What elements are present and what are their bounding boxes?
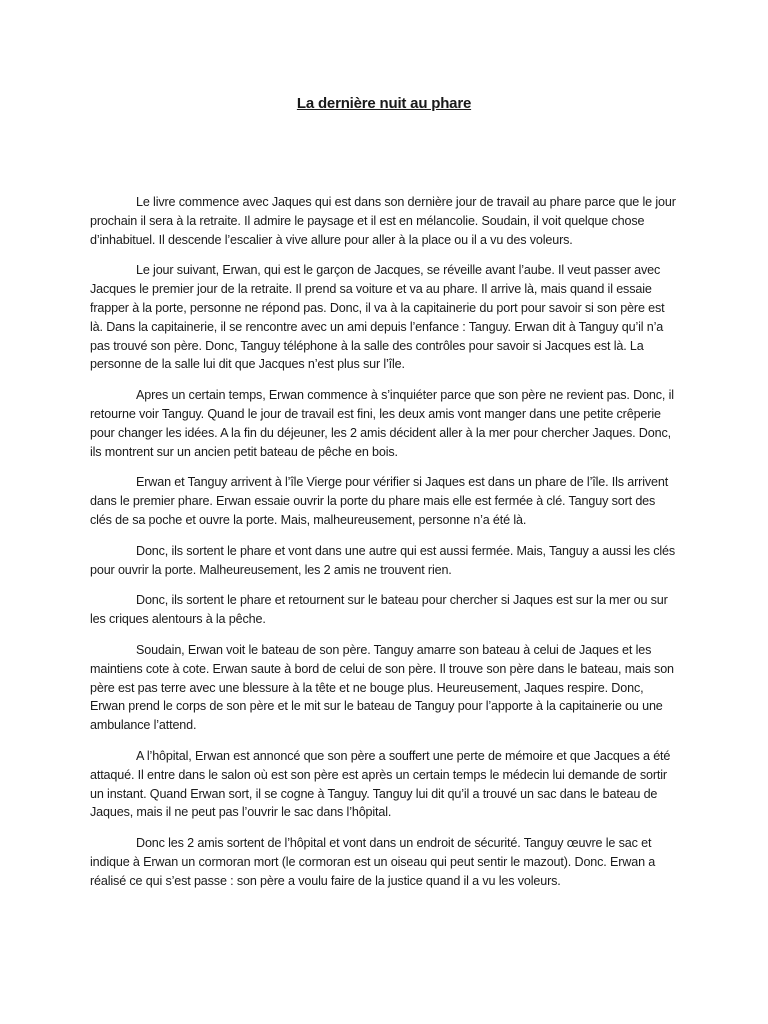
document-body xyxy=(90,193,678,903)
paragraph: Le jour suivant, Erwan, qui est le garçon de Jacques, se réveille avant l’aube. Il veut passer avec Jacques le premier jour de la retraite. Il prend sa voiture et va au phare. Il arrive là, mais quand il essaie frapper à la porte, personne ne répond pas. Donc, il va à la capitainerie du port pour savoir si son père est là. Dans la capitainerie, il se rencontre avec un ami depuis l’enfance : Tanguy. Erwan dit à Tanguy qu’il n’a pas trouvé son père. Donc, Tanguy téléphone à la salle des contrôles pour savoir si Jacques est là. La personne de la salle lui dit que Jacques n’est plus sur l’île. xyxy=(90,263,665,372)
paragraph: Le livre commence avec Jaques qui est dans son dernière jour de travail au phare parce que le jour prochain il sera à la retraite. Il admire le paysage et il est en mélancolie. Soudain, il voit quelque chose d’inhabituel. Il descende l’escalier à vive allure pour aller à la place ou il a vu des voleurs. xyxy=(90,195,676,247)
paragraph: A l’hôpital, Erwan est annoncé que son père a souffert une perte de mémoire et que Jacques a été attaqué. Il entre dans le salon où est son père est après un certain temps le médecin lui demande de sortir un instant. Quand Erwan sort, il se cogne à Tanguy. Tanguy lui dit qu’il a trouvé un sac dans le bateau de Jaques, mais il ne peut pas l’ouvrir le sac dans l’hôpital. xyxy=(90,748,671,820)
paragraph: Erwan et Tanguy arrivent à l’île Vierge pour vérifier si Jaques est dans un phare de l’île. Ils arrivent dans le premier phare. Erwan essaie ouvrir la porte du phare mais elle est fermée à clé. Tanguy sort des clés de sa poche et ouvre la porte. Mais, malheureusement, personne n’a été là. xyxy=(90,475,669,527)
document-title: La dernière nuit au phare xyxy=(296,95,472,112)
paragraph: Donc, ils sortent le phare et vont dans une autre qui est aussi fermée. Mais, Tanguy a aussi les clés pour ouvrir la porte. Malheureusement, les 2 amis ne trouvent rien. xyxy=(90,543,676,577)
paragraph: Donc, ils sortent le phare et retournent sur le bateau pour chercher si Jaques est sur la mer ou sur les criques alentours à la pêche. xyxy=(90,593,668,627)
paragraph: Donc les 2 amis sortent de l’hôpital et vont dans un endroit de sécurité. Tanguy œuvre le sac et indique à Erwan un cormoran mort (le cormoran est un oiseau qui peut sentir le mazout). Donc. Erwan a réalisé ce qui s’est passe : son père a voulu faire de la justice quand il a vu les voleurs. xyxy=(90,836,656,888)
paragraph: Soudain, Erwan voit le bateau de son père. Tanguy amarre son bateau à celui de Jaques et les maintiens cote à cote. Erwan saute à bord de celui de son père. Il trouve son père dans le bateau, mais son père est pas terre avec une blessure à la tête et ne bouge plus. Heureusement, Jaques respire. Donc, Erwan prend le corps de son père et le mit sur le bateau de Tanguy pour l’apporte à la capitainerie ou une ambulance l’attend. xyxy=(90,642,674,733)
paragraph: Apres un certain temps, Erwan commence à s’inquiéter parce que son père ne revient pas. Donc, il retourne voir Tanguy. Quand le jour de travail est fini, les deux amis vont manger dans une petite crêperie pour changer les idées. A la fin du déjeuner, les 2 amis décident aller à la mer pour chercher Jaques. Donc, ils montrent sur un ancien petit bateau de pêche en bois. xyxy=(90,388,674,459)
